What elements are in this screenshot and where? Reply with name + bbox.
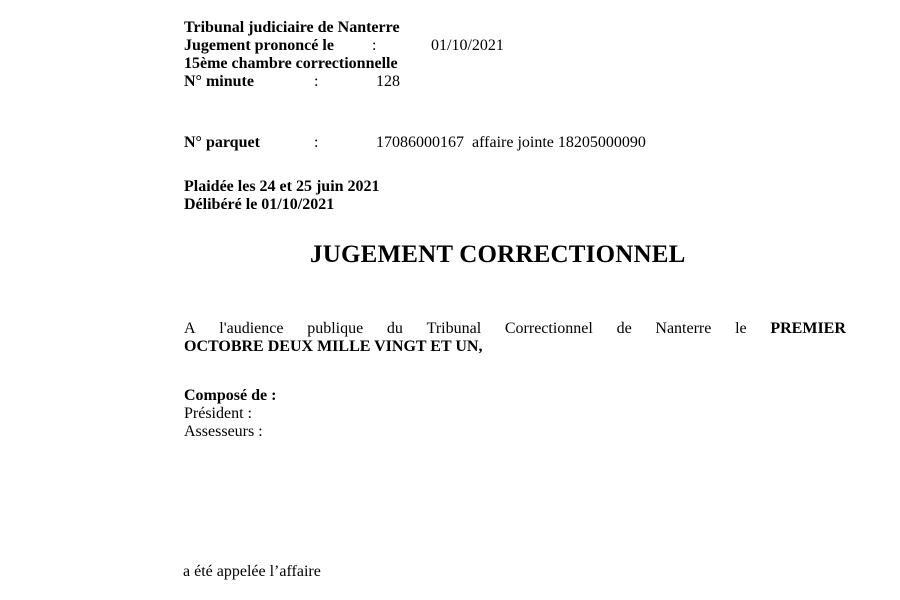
- audience-paragraph: [184, 320, 846, 356]
- document-title: JUGEMENT CORRECTIONNEL: [310, 241, 686, 268]
- audience-line-2: OCTOBRE DEUX MILLE VINGT ET UN,: [184, 338, 483, 355]
- parquet-colon: :: [314, 134, 319, 151]
- audience-word: A: [184, 320, 196, 337]
- audience-word: de: [616, 320, 632, 337]
- minute-line: [184, 73, 744, 91]
- audience-word: Tribunal: [426, 320, 482, 337]
- parquet-line: [184, 134, 784, 152]
- audience-word: du: [386, 320, 403, 337]
- hearing-dates: [184, 178, 684, 214]
- minute-value: 128: [376, 73, 400, 90]
- audience-word: PREMIER: [770, 320, 846, 337]
- judgment-date-line: [184, 37, 744, 55]
- audience-word: l'audience: [219, 320, 284, 337]
- minute-label: N° minute: [184, 73, 254, 90]
- assessors-label: Assesseurs :: [184, 423, 263, 440]
- audience-word: Correctionnel: [504, 320, 593, 337]
- audience-word: Nanterre: [655, 320, 712, 337]
- deliberated-date: Délibéré le 01/10/2021: [184, 196, 335, 213]
- judgment-date-label: Jugement prononcé le: [184, 37, 334, 54]
- chamber-name: 15ème chambre correctionnelle: [184, 55, 398, 72]
- judgment-date-colon: :: [372, 37, 377, 54]
- pleaded-dates: Plaidée les 24 et 25 juin 2021: [184, 178, 380, 195]
- audience-word: publique: [307, 320, 364, 337]
- court-composition: [184, 387, 584, 441]
- parquet-label: N° parquet: [184, 134, 260, 151]
- document-header: [184, 19, 744, 91]
- audience-line-1: [184, 320, 846, 338]
- court-name: Tribunal judiciaire de Nanterre: [184, 19, 400, 36]
- audience-word: le: [735, 320, 747, 337]
- president-label: Président :: [184, 405, 252, 422]
- judgment-date-value: 01/10/2021: [431, 37, 504, 54]
- parquet-value: 17086000167 affaire jointe 18205000090: [376, 134, 646, 151]
- case-called-text: a été appelée l’affaire: [183, 563, 321, 580]
- minute-colon: :: [314, 73, 319, 90]
- composition-heading: Composé de :: [184, 387, 277, 404]
